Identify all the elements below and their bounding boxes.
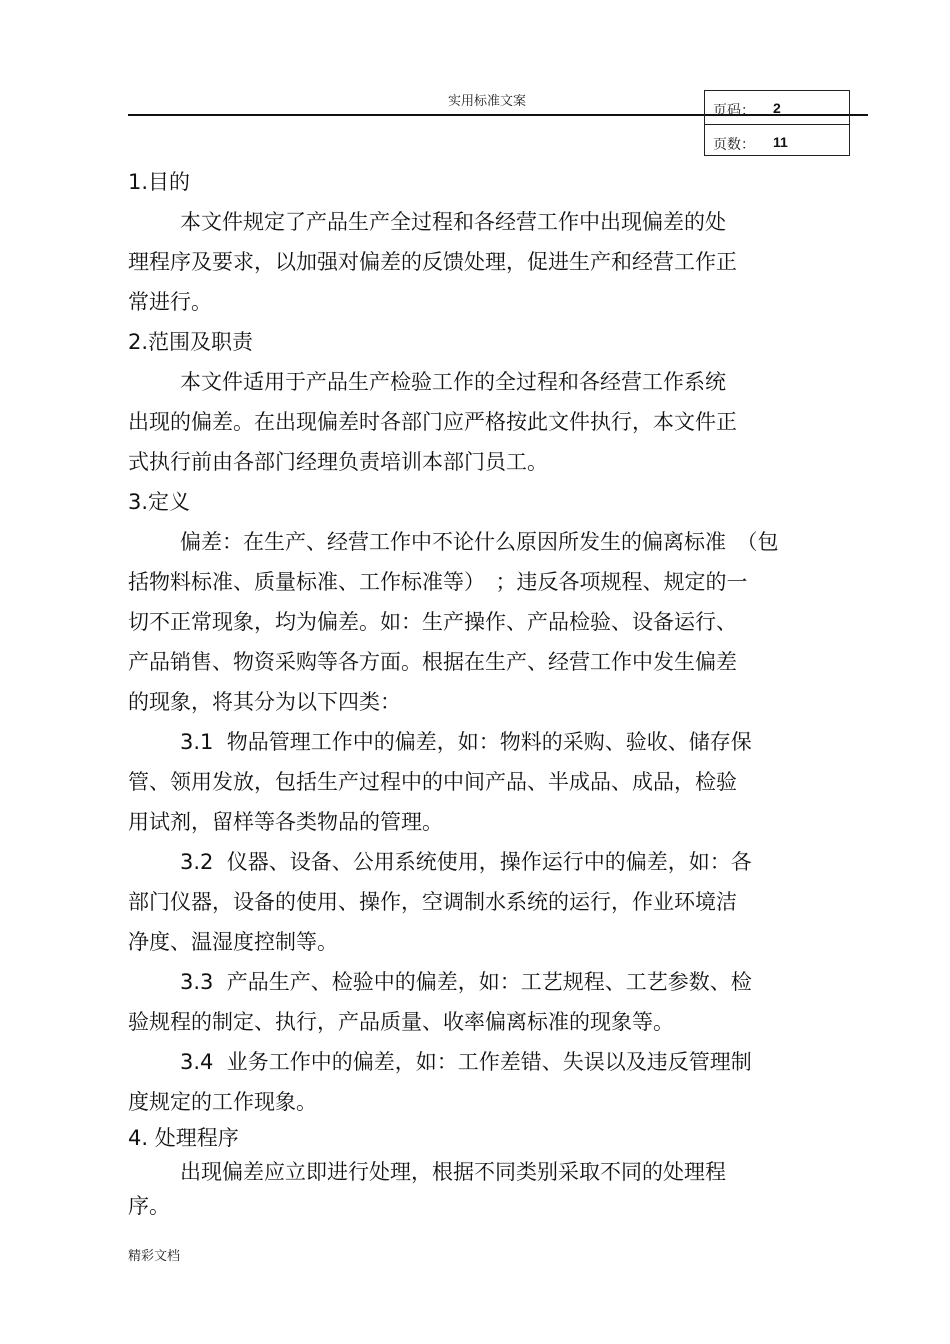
- paragraph-line: 产品销售、物资采购等各方面。根据在生产、经营工作中发生偏差: [128, 650, 737, 674]
- paragraph-line: 偏差：在生产、经营工作中不论什么原因所发生的偏离标准 （包: [180, 530, 779, 554]
- paragraph-line: 验规程的制定、执行，产品质量、收率偏离标准的现象等。: [128, 1010, 674, 1034]
- page-info-box: [704, 90, 850, 156]
- page-count-label: 页数：: [713, 137, 755, 153]
- page-count-row: [705, 124, 849, 158]
- page-code-row: [705, 91, 849, 124]
- paragraph-line: 管、领用发放，包括生产过程中的中间产品、半成品、成品，检验: [128, 770, 737, 794]
- heading-scope: 2.范围及职责: [128, 330, 254, 354]
- paragraph-line: 序。: [128, 1194, 170, 1218]
- paragraph-line: 切不正常现象，均为偏差。如：生产操作、产品检验、设备运行、: [128, 610, 737, 634]
- paragraph-line: 理程序及要求，以加强对偏差的反馈处理，促进生产和经营工作正: [128, 250, 737, 274]
- page-count-value: 11: [773, 134, 788, 150]
- header-title: 实用标准文案: [448, 94, 527, 109]
- paragraph-line: 括物料标准、质量标准、工作标准等） ；违反各项规程、规定的一: [128, 570, 748, 594]
- subsection-3-1: 3.1 物品管理工作中的偏差，如：物料的采购、验收、储存保: [180, 730, 752, 754]
- page-code-label: 页码：: [713, 103, 755, 119]
- subsection-3-2: 3.2 仪器、设备、公用系统使用，操作运行中的偏差，如：各: [180, 850, 752, 874]
- subsection-3-3: 3.3 产品生产、检验中的偏差，如：工艺规程、工艺参数、检: [180, 970, 752, 994]
- paragraph-line: 出现偏差应立即进行处理，根据不同类别采取不同的处理程: [180, 1160, 726, 1184]
- footer-text: 精彩文档: [128, 1249, 181, 1264]
- paragraph-line: 用试剂，留样等各类物品的管理。: [128, 810, 443, 834]
- subsection-3-4: 3.4 业务工作中的偏差，如：工作差错、失误以及违反管理制: [180, 1050, 752, 1074]
- paragraph-line: 本文件规定了产品生产全过程和各经营工作中出现偏差的处: [180, 210, 726, 234]
- heading-definition: 3.定义: [128, 490, 191, 514]
- paragraph-line: 净度、温湿度控制等。: [128, 930, 338, 954]
- paragraph-line: 的现象，将其分为以下四类：: [128, 690, 401, 714]
- paragraph-line: 出现的偏差。在出现偏差时各部门应严格按此文件执行，本文件正: [128, 410, 737, 434]
- page-code-value: 2: [773, 100, 781, 116]
- paragraph-line: 部门仪器，设备的使用、操作，空调制水系统的运行，作业环境洁: [128, 890, 737, 914]
- paragraph-line: 常进行。: [128, 290, 212, 314]
- paragraph-line: 式执行前由各部门经理负责培训本部门员工。: [128, 450, 548, 474]
- heading-purpose: 1.目的: [128, 170, 191, 194]
- heading-procedure: 4. 处理程序: [128, 1126, 239, 1150]
- paragraph-line: 度规定的工作现象。: [128, 1090, 317, 1114]
- paragraph-line: 本文件适用于产品生产检验工作的全过程和各经营工作系统: [180, 370, 726, 394]
